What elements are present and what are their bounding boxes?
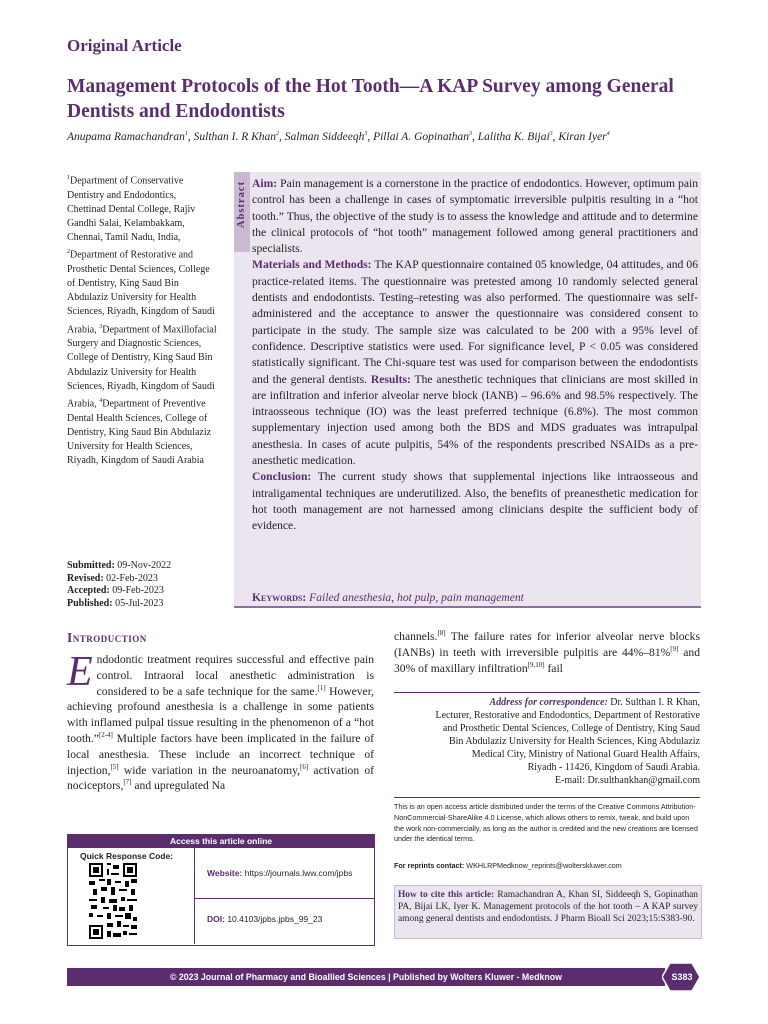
citation-ref[interactable]: [6]	[300, 762, 309, 771]
date-row	[67, 560, 227, 573]
author-affiliation-mark: 3	[549, 131, 553, 138]
section-heading-introduction: Introduction	[67, 630, 147, 645]
affiliation-text: Department of Maxillofacial Surgery and Diagnostic Sciences, College of Dentistry, King Saud Bin Abdulaziz University for Health Sciences, Riyadh, Kingdom of Saudi Arabia,	[67, 324, 217, 410]
citation-ref[interactable]: [9]	[670, 644, 679, 653]
abstract-methods: The KAP questionnaire contained 05 knowledge, 04 attitudes, and 06 practice-related items. The questionnaire was pretested among 10 randomly selected general dentists and endodontists. Testing–retesting was also performed. The questionnaire was self-administered and the acceptance to answer the questionnaire was considered consent to participate in the study. The sample size was calculated to be 200 with a 95% level of confidence. Descriptive statistics were used. For significance level, P < 0.05 was considered statistically significant. The Chi-square test was used for comparison between the endodontists and the general dentists.	[252, 258, 698, 386]
intro-text-segment: Multiple factors have been implicated in the failure of local anesthesia. These include an incorrect technique of injection,	[67, 731, 374, 777]
website-label: Website:	[207, 868, 243, 878]
keywords	[252, 591, 698, 604]
website-row	[207, 868, 352, 878]
abstract-text	[252, 176, 698, 535]
license-text: This is an open access article distributed under the terms of the Creative Commons Attribution-NonCommercial-ShareAlike 4.0 License, which allows others to remix, tweak, and build upon the work non-commercially, as long as the author is credited and the new creations are licensed under the identical terms.	[394, 802, 698, 844]
doi-row	[207, 914, 322, 924]
intro-text-segment: The failure rates for inferior alveolar nerve blocks (IANBs) in teeth with irreversible pulpitis are 44%–81%	[394, 630, 700, 659]
intro-text-segment: and upregulated Na	[131, 779, 226, 793]
author-affiliation-mark: 3	[469, 131, 473, 138]
doi-link[interactable]: 10.4103/jpbs.jpbs_99_23	[227, 914, 323, 924]
correspondence-box	[394, 692, 700, 787]
access-divider	[194, 898, 375, 899]
abstract-aim: Pain management is a cornerstone in the practice of endodontics. However, optimum pain control has been a challenge in cases of symptomatic irreversible pulpitis resulting in a “hot tooth.” Thus, the objective of the study is to assess the knowledge and attitude and to determine the clinical protocols of “hot tooth” management followed among general practitioners and specialists.	[252, 177, 698, 256]
citation-ref[interactable]: [8]	[437, 629, 446, 638]
date-value: 09-Nov-2022	[117, 560, 172, 571]
article-type: Original Article	[67, 36, 182, 55]
intro-text-segment: However, achieving profound anesthesia is a challenge in some patients with inflamed pulpal tissue resulting in the phenomenon of a “hot tooth.”	[67, 684, 375, 745]
affiliation-number: 4	[99, 398, 103, 405]
author-name: Sulthan I. R Khan	[193, 131, 277, 143]
abstract-conclusion: The current study shows that supplemental injections like intraosseous and intraligamental techniques are underutilized. Also, the benefits of preanesthetic medication for hot tooth management are not harnessed among clinicians despite the sufficient body of evidence.	[252, 470, 698, 533]
author-name: Anupama Ramachandran	[67, 131, 185, 143]
introduction-continued	[394, 629, 700, 676]
date-value: 05-Jul-2023	[115, 597, 164, 609]
citation-ref[interactable]: [5]	[110, 762, 119, 771]
drop-cap: E	[67, 649, 93, 695]
reprints-email[interactable]: WKHLRPMedknow_reprints@wolterskluwer.com	[466, 861, 622, 870]
affiliations	[67, 171, 217, 468]
abstract-heading-results: Results:	[370, 372, 411, 386]
intro-text-segment: activation of nociceptors,	[67, 763, 374, 793]
citation-ref[interactable]: [1]	[317, 683, 326, 692]
affiliation-item	[67, 171, 217, 468]
reprints-contact	[394, 861, 700, 870]
correspondence-label: Address for correspondence:	[489, 697, 608, 708]
intro-text-segment: wide variation in the neuroanatomy,	[118, 763, 301, 777]
citation-ref[interactable]: [9,10]	[527, 660, 545, 669]
doi-label: DOI:	[207, 914, 225, 924]
article-title: Management Protocols of the Hot Tooth—A KAP Survey among General Dentists and Endodontists	[67, 76, 674, 122]
abstract-heading-methods: Materials and Methods:	[252, 258, 372, 272]
keywords-value: Failed anesthesia, hot pulp, pain management	[309, 591, 524, 604]
date-value: 09-Feb-2023	[112, 585, 164, 596]
qr-code-icon[interactable]	[89, 863, 137, 939]
correspondence-line: Bin Abdulaziz University for Health Sciences, King Abdulaziz	[448, 736, 700, 747]
abstract-label: Abstract	[236, 180, 247, 228]
affiliation-number: 1	[67, 175, 70, 181]
date-value: 02-Feb-2023	[106, 572, 158, 584]
abstract-results: The anesthetic techniques that clinicians are most skilled in are infiltration and inferior alveolar nerve block (IANB) – 96.6% and 98.5% respectively. The intraosseous technique (IO) was the least preferred technique (6.8%). The most common supplementary injection used among both the BDS and MDS graduates was intrapulpal anesthesia. In cases of acute pulpitis, 54% of the respondents prescribed NSAIDs as a pre-anesthetic medication.	[252, 372, 698, 468]
correspondence-text	[394, 696, 700, 787]
correspondence-line: Medical City, Ministry of National Guard Health Affairs,	[471, 749, 700, 760]
author-name: Pillai A. Gopinathan	[373, 131, 470, 143]
author-name: Lalitha K. Bijai	[477, 131, 550, 143]
citation-ref[interactable]: [2-4]	[98, 731, 113, 740]
intro-text-segment: and 30% of maxillary infiltration	[394, 645, 700, 675]
page-number: S383	[671, 972, 693, 982]
website-link[interactable]: https://journals.lww.com/jpbs	[244, 868, 353, 878]
correspondence-email[interactable]: E-mail: Dr.sulthankhan@gmail.com	[554, 775, 700, 786]
affiliation-text: Department of Preventive Dental Health Sciences, College of Dentistry, King Saud Bin Abdulaziz University for Health Sciences, Riyadh, Kingdom of Saudi Arabia	[67, 398, 212, 467]
citation-label: How to cite this article:	[398, 890, 495, 900]
author-affiliation-mark: 3	[364, 131, 368, 138]
reprints-label: For reprints contact:	[394, 861, 465, 870]
author-affiliation-mark: 4	[606, 131, 610, 138]
date-label: Published:	[67, 597, 113, 609]
author-name: Salman Siddeeqh	[284, 131, 365, 143]
abstract-heading-conclusion: Conclusion:	[252, 470, 312, 484]
correspondence-line: Riyadh - 11426, Kingdom of Saudi Arabia.	[527, 762, 700, 773]
correspondence-name: Dr. Sulthan I. R Khan,	[610, 697, 700, 708]
footer-bar: © 2023 Journal of Pharmacy and Bioallied Sciences | Published by Wolters Kluwer - Medknow	[67, 968, 665, 986]
author-affiliation-mark: 2	[276, 131, 280, 138]
access-online-header: Access this article online	[67, 834, 375, 848]
date-row	[67, 598, 227, 611]
license-box	[394, 797, 700, 845]
date-label: Revised:	[67, 572, 104, 584]
date-row	[67, 585, 227, 598]
keywords-label: Keywords:	[252, 591, 307, 604]
citation-ref[interactable]: [7]	[123, 778, 132, 787]
affiliation-text: Department of Conservative Dentistry and Endodontics, Chettinad Dental College, Rajiv Gandhi Salai, Kelambakkam, Chennai, Tamil Nadu, India,	[67, 175, 196, 244]
affiliation-number: 3	[99, 323, 103, 330]
date-label: Accepted:	[67, 585, 110, 596]
article-dates	[67, 560, 227, 610]
introduction-paragraph	[67, 649, 375, 794]
qr-code-label: Quick Response Code:	[80, 851, 174, 861]
citation-text	[398, 889, 698, 925]
access-divider	[194, 848, 195, 944]
intro-text-segment: fail	[544, 661, 563, 675]
correspondence-line: and Prosthetic Dental Sciences, College of Dentistry, King Saud	[442, 723, 700, 734]
intro-text-segment: channels.	[394, 630, 438, 643]
date-row	[67, 573, 227, 586]
date-label: Submitted:	[67, 560, 115, 571]
author-list: Anupama Ramachandran$^1$, Sulthan I. R Khan$^2$, Salman Siddeeqh$^3$, Pillai A. Gopinathan$^3$, Lalitha K. Bijai$^3$, Kiran Iyer$^4$	[67, 131, 610, 143]
author-name: Kiran Iyer	[558, 131, 607, 143]
author-affiliation-mark: 1	[184, 131, 188, 138]
intro-text-segment: ndodontic treatment requires successful and effective pain control. Intraoral local anesthetic administration is considered to be a safe technique for the same.	[96, 653, 374, 698]
affiliation-number: 2	[67, 249, 70, 256]
citation-body: Ramachandran A, Khan SI, Siddeeqh S, Gopinathan PA, Bijai LK, Iyer K. Management protocols of the hot tooth – A KAP survey among general dentists and endodontists. J Pharm Bioall Sci 2023;15:S383-90.	[398, 890, 698, 924]
correspondence-line: Lecturer, Restorative and Endodontics, Department of Restorative	[435, 710, 700, 721]
affiliation-text: Department of Restorative and Prosthetic Dental Sciences, College of Dentistry, King Saud Bin Abdulaziz University for Health Sciences, Riyadh, Kingdom of Saudi Arabia,	[67, 249, 215, 336]
abstract-heading-aim: Aim:	[252, 177, 278, 190]
